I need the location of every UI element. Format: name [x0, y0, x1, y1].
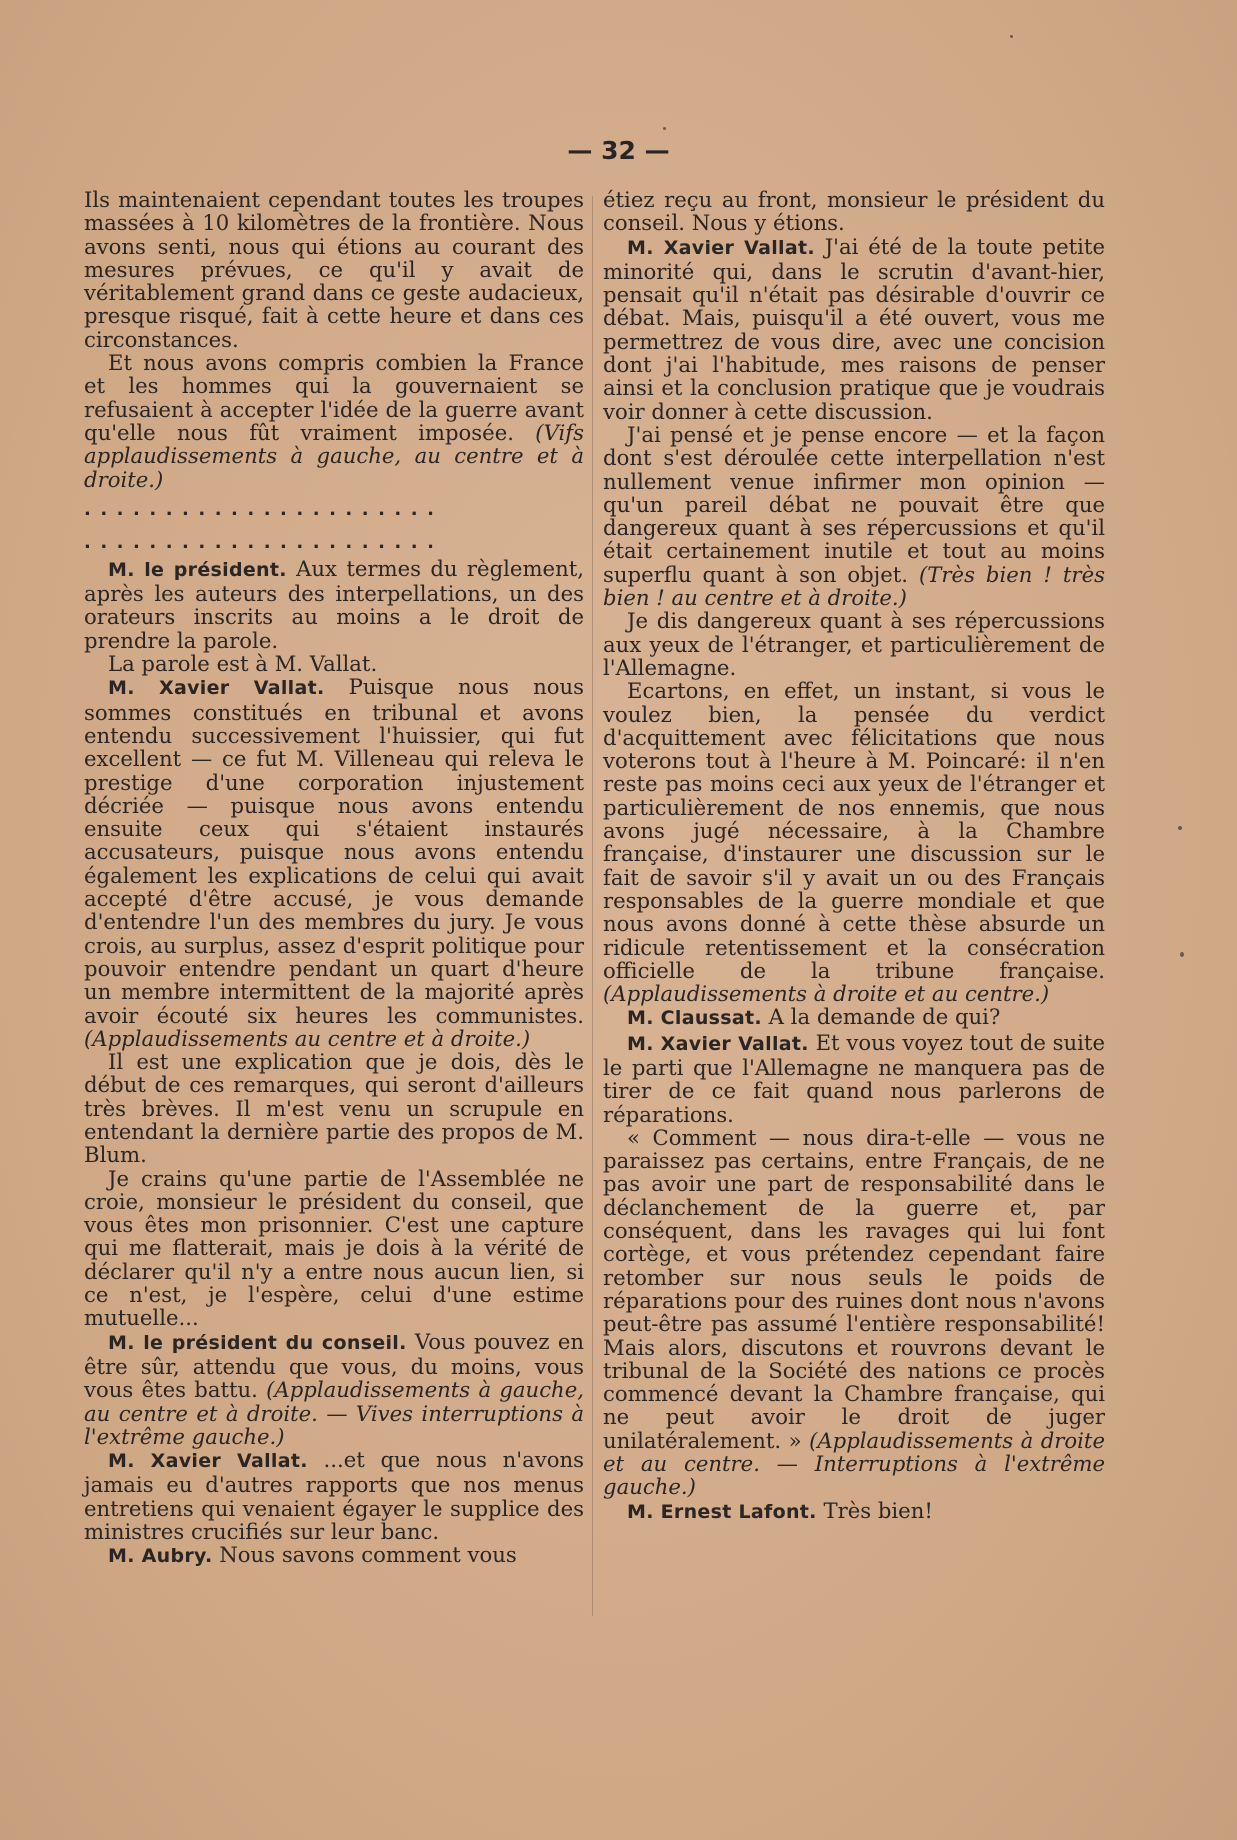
- paragraph: [84, 1448, 584, 1543]
- paragraph-text: Et nous avons compris combien la France et les hommes qui la gouvernaient se refusaient à accepter l'idée de la guerre avant qu'elle nous fût vraiment imposée.: [84, 350, 584, 445]
- speaker-name: M. le président du conseil.: [108, 1331, 407, 1354]
- stage-direction: (Très bien ! très bien ! au centre et à droite.): [603, 561, 1105, 611]
- paragraph-text: Il est une explication que je dois, dès le début de ces remarques, qui seront d'ailleurs très brèves. Il m'est venu un scrupule en entendant la dernière partie des propos de M. Blum.: [84, 1049, 584, 1168]
- paragraph: [603, 188, 1105, 235]
- paragraph: [603, 1031, 1105, 1126]
- paragraph: [603, 235, 1105, 423]
- stage-direction: (Applaudissements à gauche, au centre et à droite. — Vives interruptions à l'extrême gauche.): [84, 1377, 584, 1449]
- paragraph: [603, 1499, 1105, 1524]
- stage-direction: (Applaudissements au centre et à droite.): [84, 1025, 531, 1051]
- ellipsis-row: ......................: [84, 498, 444, 520]
- paragraph-text: Et vous voyez tout de suite le parti que l'Allemagne ne manquera pas de tirer de ce fait quand nous parlerons de réparations.: [603, 1029, 1105, 1127]
- paragraph-text: La parole est à M. Vallat.: [108, 651, 378, 677]
- paragraph-text: J'ai été de la toute petite minorité qui, dans le scrutin d'avant-hier, pensait qu'il n'était pas désirable d'ouvrir ce débat. Mais, puisqu'il a été ouvert, vous me permettrez de vous dire, avec une concision dont j'ai l'habitude, mes raisons de penser ainsi et la conclusion pratique que je voudrais voir donner à cette discussion.: [603, 233, 1105, 424]
- speaker-name: M. Xavier Vallat.: [627, 236, 815, 259]
- paper-speck: [1178, 826, 1182, 830]
- paper-speck: [663, 127, 666, 130]
- paragraph-text: A la demande de qui?: [768, 1004, 1001, 1030]
- stage-direction: (Vifs applaudissements à gauche, au centre et à droite.): [84, 419, 584, 492]
- paragraph-text: Je crains qu'une partie de l'Assemblée ne croie, monsieur le président du conseil, que vous êtes mon prisonnier. C'est une capture qui me flatterait, mais je dois à la vérité de déclarer qu'il n'y a entre nous aucun lien, si ce n'est, je l'espère, celui d'une estime mutuelle...: [84, 1165, 584, 1331]
- paragraph: [84, 675, 584, 1050]
- paragraph: [84, 1330, 584, 1448]
- page-number: — 32 —: [567, 136, 670, 165]
- paragraph: [603, 1126, 1105, 1499]
- paragraph: [603, 609, 1105, 679]
- stage-direction: (Applaudissements à droite et au centre. — Interruptions à l'extrême gauche.): [603, 1427, 1105, 1500]
- paragraph-text: étiez reçu au front, monsieur le président du conseil. Nous y étions.: [603, 187, 1105, 236]
- right-column: [603, 188, 1105, 1524]
- paragraph: [603, 423, 1105, 609]
- speaker-name: M. Xavier Vallat.: [108, 677, 325, 700]
- column-divider: [592, 196, 593, 1616]
- paragraph-text: Puisque nous nous sommes constitués en tribunal et avons entendu successivement l'huissier, qui fut excellent — ce fut M. Villeneau qui releva le prestige d'une corporation injustement décriée — puisque nous avons entendu ensuite ceux qui s'étaient instaurés accusateurs, puisque nous avons entendu également les explications de celui qui avait accepté d'être accusé, je vous demande d'entendre l'un des membres du jury. Je vous crois, au surplus, assez d'esprit politique pour pouvoir entendre pendant un quart d'heure un membre intermittent de la majorité après avoir écouté six heures les communistes.: [84, 674, 584, 1028]
- paragraph-text: Ils maintenaient cependant toutes les troupes massées à 10 kilomètres de la frontière. Nous avons senti, nous qui étions au courant des mesures prévues, ce qu'il y avait de véritablement grand dans ce geste audacieux, presque risqué, fait à cette heure et dans ces circonstances.: [84, 187, 584, 352]
- paper-speck: [1180, 952, 1184, 957]
- paragraph: [603, 1005, 1105, 1030]
- paragraph-text: Très bien!: [823, 1497, 933, 1523]
- paragraph: [84, 1167, 584, 1330]
- paragraph: [84, 1543, 584, 1568]
- paragraph-text: J'ai pensé et je pense encore — et la façon dont s'est déroulée cette interpellation n'est nullement venue infirmer mon opinion — qu'un pareil débat ne pouvait être que dangereux quant à ses répercussions et qu'il était certainement inutile et tout au moins superflu quant à son objet.: [603, 421, 1105, 587]
- paragraph: [603, 679, 1105, 1005]
- paragraph-text: « Comment — nous dira-t-elle — vous ne paraissez pas certains, entre Français, de ne pas avoir une part de responsabilité dans le déclanchement de la guerre et, par conséquent, dans les ravages qui lui font cortège, et vous prétendez cependant faire retomber sur nous seuls le poids de réparations pour des ruines dont nous n'avons peut-être pas assumé l'entière responsabilité! Mais alors, discutons et rouvrons devant le tribunal de la Société des nations ce procès commencé devant la Chambre française, qui ne peut avoir le droit de juger unilatéralement. »: [603, 1124, 1105, 1453]
- left-column: [84, 188, 584, 1569]
- speaker-name: M. Ernest Lafont.: [627, 1500, 817, 1523]
- paragraph: [84, 188, 584, 351]
- paragraph: [84, 557, 584, 652]
- paragraph-text: Vous pouvez en être sûr, attendu que vous, du moins, vous vous êtes battu.: [84, 1328, 585, 1403]
- paragraph-text: Ecartons, en effet, un instant, si vous le voulez bien, la pensée du verdict d'acquittement avec félicitations que nous voterons tout à l'heure à M. Poincaré: il n'en reste pas moins ceci aux yeux de l'étranger et particulièrement de nos ennemis, que nous avons jugé nécessaire, à la Chambre française, d'instaurer une discussion sur le fait de savoir s'il y avait un ou des Français responsables de la guerre mondiale et que nous avons donné à cette thèse absurde un ridicule retentissement et la consécration officielle de la tribune française.: [603, 678, 1105, 983]
- paragraph: [84, 351, 584, 491]
- speaker-name: M. Xavier Vallat.: [108, 1450, 308, 1473]
- speaker-name: M. Claussat.: [627, 1007, 762, 1030]
- speaker-name: M. Aubry.: [108, 1545, 213, 1568]
- paragraph-text: Aux termes du règlement, après les auteurs des interpellations, un des orateurs inscrits au moins a le droit de prendre la parole.: [84, 555, 584, 653]
- ellipsis-row: ......................: [84, 531, 444, 553]
- paragraph-text: Nous savons comment vous: [219, 1542, 517, 1568]
- paragraph: [84, 652, 584, 675]
- paragraph: [84, 1050, 584, 1166]
- paper-speck: [1010, 35, 1013, 38]
- speaker-name: M. le président.: [108, 558, 287, 581]
- paragraph-text: Je dis dangereux quant à ses répercussions aux yeux de l'étranger, et particulièrement de l'Allemagne.: [603, 608, 1105, 680]
- stage-direction: (Applaudissements à droite et au centre.): [603, 981, 1050, 1007]
- speaker-name: M. Xavier Vallat.: [627, 1032, 809, 1055]
- paragraph-text: ...et que nous n'avons jamais eu d'autres rapports que nos menus entretiens qui venaient égayer le supplice des ministres crucifiés sur leur banc.: [84, 1447, 584, 1545]
